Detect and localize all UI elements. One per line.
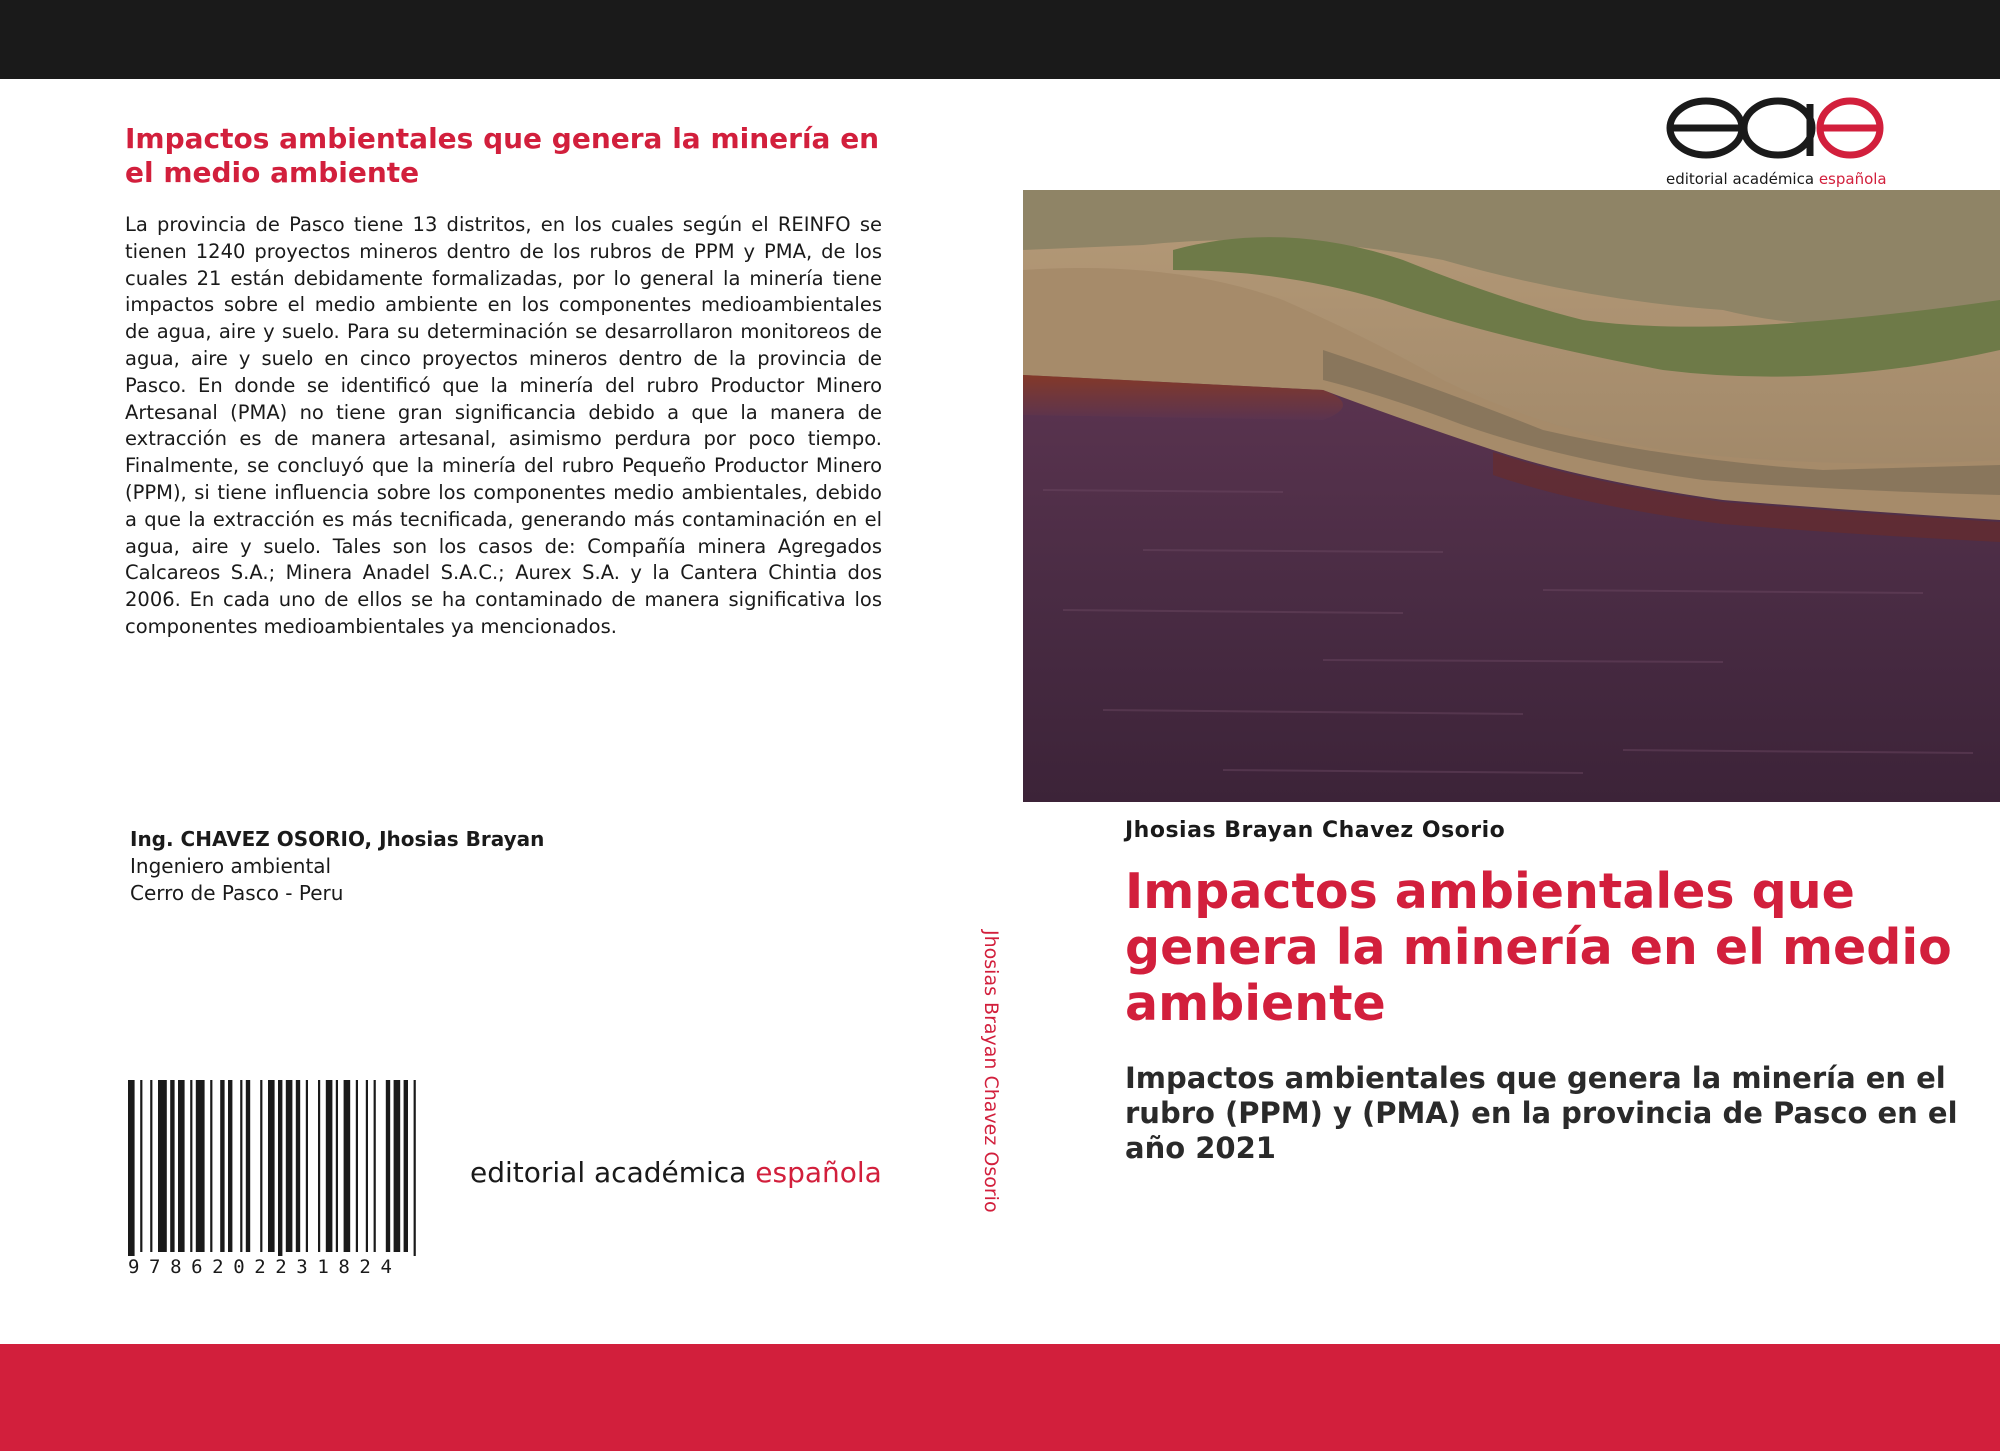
author-bio-profession: Ingeniero ambiental [130, 854, 332, 878]
publisher-name-part1: editorial académica [470, 1156, 756, 1189]
barcode-bar [178, 1080, 185, 1252]
author-bio [130, 826, 730, 907]
barcode-bar [286, 1080, 293, 1252]
barcode-bar [278, 1080, 282, 1270]
barcode-bar [220, 1080, 224, 1252]
barcode-bar [394, 1080, 401, 1252]
barcode-bar [356, 1080, 358, 1252]
author-bio-name: Ing. CHAVEZ OSORIO, Jhosias Brayan [130, 827, 545, 851]
barcode-bar [190, 1080, 192, 1252]
top-band [0, 0, 2000, 79]
barcode-bar [210, 1080, 212, 1252]
barcode-bar [366, 1080, 368, 1252]
barcode-bar [306, 1080, 308, 1252]
logo-wordmark-part2: española [1818, 170, 1887, 188]
barcode-bar [158, 1080, 167, 1252]
barcode-bar [296, 1080, 300, 1252]
front-cover-title: Impactos ambientales que genera la minería en el medio ambiente [1125, 863, 1952, 1032]
barcode-bar [386, 1080, 390, 1252]
barcode-bar [228, 1080, 232, 1252]
barcode-bar [326, 1080, 333, 1252]
barcode-bar [196, 1080, 205, 1252]
isbn-digits: 9786202231824 [128, 1256, 450, 1278]
logo-wordmark [1666, 170, 1887, 188]
barcode-bar [404, 1080, 408, 1252]
publisher-name-part2: española [755, 1156, 882, 1189]
bottom-band [0, 1344, 2000, 1451]
barcode-bar [150, 1080, 152, 1252]
cover-photo [1023, 190, 2000, 802]
back-cover-blurb: La provincia de Pasco tiene 13 distritos, en los cuales según el REINFO se tienen 1240 proyectos mineros dentro de los rubros de PPM y PMA, de los cuales 21 están debidamente formalizadas, por lo general la minería tiene impactos sobre el medio ambiente en los componentes medioambientales de agua, aire y suelo. Para su determinación se desarrollaron monitoreos de agua, aire y suelo en cinco proyectos mineros dentro de la provincia de Pasco. En donde se identificó que la minería del rubro Productor Minero Artesanal (PMA) no tiene gran significancia debido a que la manera de extracción es de manera artesanal, asimismo perdura por poco tiempo. Finalmente, se concluyó que la minería del rubro Pequeño Productor Minero (PPM), si tiene influencia sobre los componentes medio ambientales, debido a que la extracción es más tecnificada, generando más contaminación en el agua, aire y suelo. Tales son los casos de: Compañía minera Agregados Calcareos S.A.; Minera Anadel S.A.C.; Aurex S.A. y la Cantera Chintia dos 2006. En cada uno de ellos se ha contaminado de manera significativa los componentes medioambientales ya mencionados. [125, 213, 882, 638]
author-bio-location: Cerro de Pasco - Peru [130, 881, 344, 905]
barcode-bar [128, 1080, 135, 1270]
barcode-icon [128, 1080, 450, 1280]
barcode-bar [246, 1080, 250, 1252]
logo-wordmark-part1: editorial académica [1666, 170, 1819, 188]
back-cover-title: Impactos ambientales que genera la minería en el medio ambiente [125, 122, 880, 189]
publisher-name-back [470, 1156, 882, 1189]
barcode-bar [170, 1080, 174, 1252]
front-cover-subtitle: Impactos ambientales que genera la minería en el rubro (PPM) y (PMA) en la provincia de Pasco en el año 2021 [1125, 1061, 1958, 1165]
barcode-bar [240, 1080, 242, 1252]
barcode-bar [318, 1080, 320, 1252]
barcode-bar [268, 1080, 275, 1252]
barcode-bar [344, 1080, 351, 1252]
barcode-bar [140, 1080, 142, 1252]
barcode-bar [336, 1080, 338, 1252]
front-cover-author: Jhosias Brayan Chavez Osorio [1125, 818, 1506, 843]
barcode-bar [414, 1080, 416, 1270]
spine-author: Jhosias Brayan Chavez Osorio [980, 930, 1002, 1213]
barcode-bar [260, 1080, 262, 1252]
barcode-bar [374, 1080, 376, 1252]
